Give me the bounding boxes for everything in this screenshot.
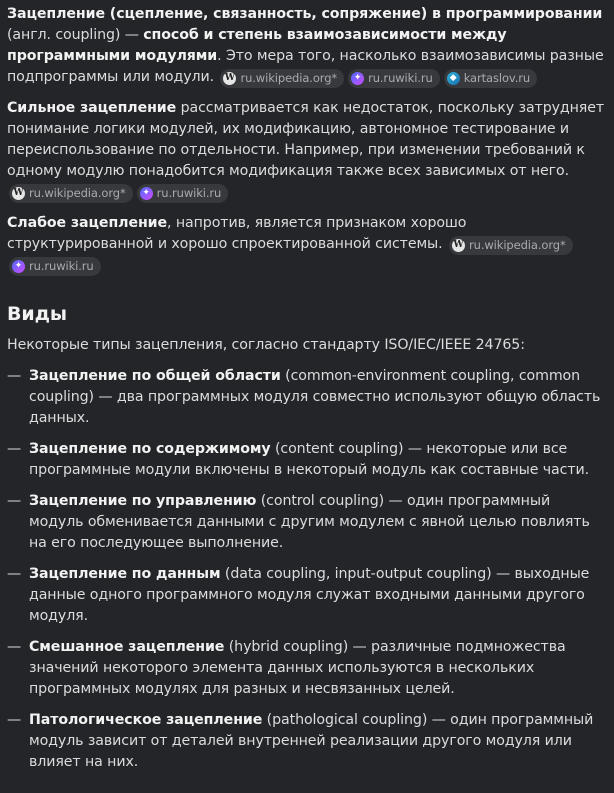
coupling-types-list <box>7 366 605 773</box>
ruwiki-icon: ✦ <box>140 187 153 200</box>
wikipedia-icon: W <box>453 240 464 250</box>
source-chip-ruwiki[interactable]: ✦ ru.ruwiki.ru <box>137 184 229 203</box>
dash-marker: — <box>7 493 22 509</box>
dash-marker: — <box>7 712 22 728</box>
weak-text: , напротив, является признаком хорошо структурированной и хорошо спроектированной системы. <box>7 215 467 252</box>
list-item <box>7 637 605 700</box>
list-item-term: Зацепление по данным <box>29 566 221 582</box>
source-chip-wikipedia[interactable]: W ru.wikipedia.org* <box>220 69 344 88</box>
source-chip-wikipedia[interactable]: W ru.wikipedia.org* <box>9 184 133 203</box>
dash-marker: — <box>7 441 22 457</box>
source-chip-ruwiki[interactable]: ✦ ru.ruwiki.ru <box>9 257 101 276</box>
intro-paragraph <box>7 4 605 88</box>
list-item <box>7 439 605 481</box>
list-item-term: Зацепление по содержимому <box>29 441 271 457</box>
weak-coupling-paragraph <box>7 213 605 276</box>
intro-alias: (англ. coupling) — <box>7 27 144 43</box>
list-item <box>7 366 605 429</box>
weak-term: Слабое зацепление <box>7 215 168 231</box>
dash-marker: — <box>7 566 22 582</box>
intro-term: Зацепление (сцепление, связанность, сопряжение) в программировании <box>7 6 603 22</box>
list-item-text: (pathological coupling) — один программный модуль зависит от деталей внутренней реализации другого модуля или влияет на них. <box>29 712 594 770</box>
dash-marker: — <box>7 368 22 384</box>
dash-marker: — <box>7 639 22 655</box>
list-item-term: Зацепление по управлению <box>29 493 257 509</box>
answer-content <box>7 4 605 783</box>
section-heading: Виды <box>7 303 67 325</box>
wikipedia-icon: W <box>13 188 24 198</box>
list-item <box>7 710 605 773</box>
source-chip-ruwiki[interactable]: ✦ ru.ruwiki.ru <box>348 69 440 88</box>
list-item-text: (data coupling, input-output coupling) — выходные данные одного программного модуля служат входными данными другого модуля. <box>29 566 590 624</box>
source-chip-kartaslov[interactable]: ◆ kartaslov.ru <box>444 69 537 88</box>
list-item <box>7 564 605 627</box>
intro-definition: способ и степень взаимозависимости между программными модулями <box>7 27 507 64</box>
list-item-term: Смешанное зацепление <box>29 639 225 655</box>
list-item-text: (common-environment coupling, common coupling) — два программных модуля совместно используют общую область данных. <box>29 368 601 426</box>
source-chip-wikipedia[interactable]: W ru.wikipedia.org* <box>449 236 573 255</box>
list-item-text: (content coupling) — некоторые или все программные модули включены в некоторый модуль как составные части. <box>29 441 590 478</box>
strong-term: Сильное зацепление <box>7 100 177 116</box>
strong-text: рассматривается как недостаток, поскольку затрудняет понимание логики модулей, их модификацию, автономное тестирование и переиспользование по отдельности. Например, при изменении требований к одному модулю понадобится модификация также всех зависимых от него. <box>7 100 605 179</box>
ruwiki-icon: ✦ <box>12 260 25 273</box>
ruwiki-icon: ✦ <box>351 72 364 85</box>
types-intro: Некоторые типы зацепления, согласно стандарту ISO/IEC/IEEE 24765: <box>7 337 525 353</box>
strong-coupling-paragraph <box>7 98 605 203</box>
list-item-term: Патологическое зацепление <box>29 712 263 728</box>
kartaslov-icon: ◆ <box>447 72 460 85</box>
list-item-term: Зацепление по общей области <box>29 368 281 384</box>
list-item-text: (control coupling) — один программный модуль обменивается данными с другим модулем с явной целью повлиять на его последующее выполнение. <box>29 493 590 551</box>
intro-rest: . Это мера того, насколько взаимозависимы разные подпрограммы или модули. <box>7 48 604 85</box>
list-item <box>7 491 605 554</box>
list-item-text: (hybrid coupling) — различные подмножества значений некоторого элемента данных используются в нескольких программных модулях для разных и несвязанных целей. <box>29 639 566 697</box>
wikipedia-icon: W <box>224 73 235 83</box>
